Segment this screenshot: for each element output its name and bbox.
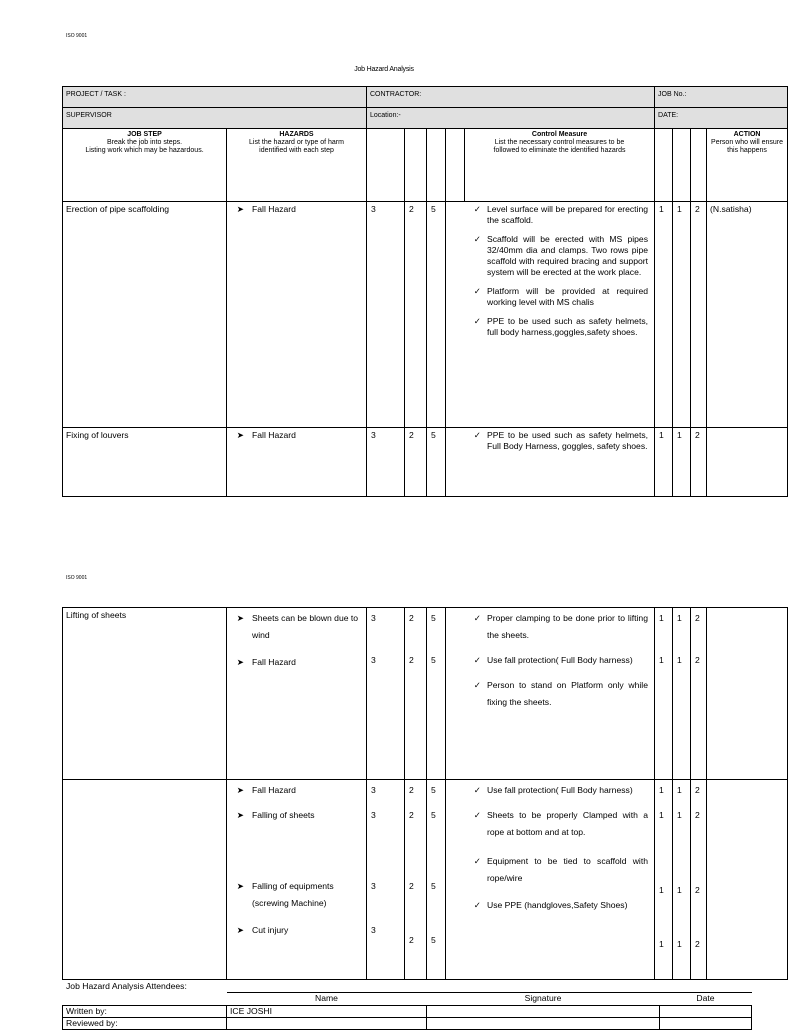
reviewed-by-label: Reviewed by: <box>63 1018 227 1030</box>
reviewed-by-date <box>660 1018 752 1030</box>
table-row <box>63 608 788 780</box>
rating-cell: 1 1 <box>655 608 673 780</box>
action-person <box>707 428 788 497</box>
attendees-title: Job Hazard Analysis Attendees: <box>66 981 187 991</box>
rating-cell: 3 3 <box>367 608 405 780</box>
check-icon: ✓ <box>473 286 481 296</box>
arrow-bullet-icon: ➤ <box>236 785 244 795</box>
reviewed-by-signature <box>427 1018 660 1030</box>
check-icon: ✓ <box>473 234 481 244</box>
arrow-bullet-icon: ➤ <box>236 925 244 935</box>
attendees-table <box>62 992 752 1030</box>
check-icon: ✓ <box>473 430 481 440</box>
hazard-cell: ➤ Sheets can be blown due to wind ➤ Fall Hazard <box>227 608 367 780</box>
table-row <box>63 428 788 497</box>
rating-cell: 3 <box>367 428 405 497</box>
check-icon: ✓ <box>473 810 481 820</box>
rating-cell: 5 5 5 5 <box>427 780 446 980</box>
rating-cell: 2 <box>691 428 707 497</box>
control-measures: ✓ Proper clamping to be done prior to lifting the sheets. ✓ Use fall protection( Full Body harness) ✓ Person to stand on Platform only while fixing the sheets. <box>446 608 655 780</box>
arrow-bullet-icon: ➤ <box>236 613 244 623</box>
rating-cell: 5 <box>427 202 446 428</box>
rating-cell: 1 <box>673 428 691 497</box>
check-icon: ✓ <box>473 680 481 690</box>
rating-cell: 2 2 <box>405 608 427 780</box>
check-icon: ✓ <box>473 900 481 910</box>
arrow-bullet-icon: ➤ <box>236 204 244 214</box>
table-row <box>63 202 788 428</box>
rating-cell: 3 3 3 3 <box>367 780 405 980</box>
hazard-cell: ➤ Fall Hazard <box>227 428 367 497</box>
rating-cell: 5 5 <box>427 608 446 780</box>
job-step-header: JOB STEP Break the job into steps. Listing work which may be hazardous. <box>63 129 227 202</box>
arrow-bullet-icon: ➤ <box>236 881 244 891</box>
arrow-bullet-icon: ➤ <box>236 430 244 440</box>
arrow-bullet-icon: ➤ <box>236 810 244 820</box>
control-measures: ✓ Level surface will be prepared for erecting the scaffold. ✓ Scaffold will be erected with MS pipes 32/40mm dia and clamps. Two rows pipe scaffold with required bracing and support system will be erected at the work place. ✓ Platform will be provided at required working level with MS chalis ✓ PPE to be used such as safety helmets, full body harness,goggles,safety shoes. <box>446 202 655 428</box>
rating-cell: 1 1 1 1 <box>673 780 691 980</box>
jha-table-page2 <box>62 607 788 980</box>
job-step: Fixing of louvers <box>63 428 227 497</box>
rating-cell: 1 1 <box>673 608 691 780</box>
rating-cell: 1 <box>673 202 691 428</box>
job-step: Lifting of sheets <box>63 608 227 780</box>
hazards-header: HAZARDS List the hazard or type of harm identified with each step <box>227 129 367 202</box>
supervisor-label: SUPERVISOR <box>63 108 367 129</box>
rating-cell: 2 2 2 2 <box>691 780 707 980</box>
check-icon: ✓ <box>473 613 481 623</box>
action-person: (N.satisha) <box>707 202 788 428</box>
jha-table-page1 <box>62 86 788 497</box>
written-by-signature <box>427 1006 660 1018</box>
signature-column-header: Signature <box>427 993 660 1006</box>
date-label: DATE: <box>655 108 788 129</box>
written-by-label: Written by: <box>63 1006 227 1018</box>
check-icon: ✓ <box>473 316 481 326</box>
rating-cell: 1 <box>655 202 673 428</box>
rating-cell: 3 <box>367 202 405 428</box>
rating-cell: 2 2 <box>691 608 707 780</box>
iso-label: ISO 9001 <box>66 33 88 39</box>
table-row <box>63 780 788 980</box>
check-icon: ✓ <box>473 856 481 866</box>
action-header: ACTION Person who will ensure this happens <box>707 129 788 202</box>
reviewed-by-name <box>227 1018 427 1030</box>
check-icon: ✓ <box>473 785 481 795</box>
check-icon: ✓ <box>473 655 481 665</box>
rating-cell: 2 2 2 2 <box>405 780 427 980</box>
control-measures: ✓ Use fall protection( Full Body harness) ✓ Sheets to be properly Clamped with a rope at bottom and at top. ✓ Equipment to be tied to scaffold with rope/wire ✓ Use PPE (handgloves,Safety Shoes) <box>446 780 655 980</box>
hazard-cell: ➤ Fall Hazard <box>227 202 367 428</box>
document-title: Job Hazard Analysis <box>354 66 414 73</box>
control-measures: ✓ PPE to be used such as safety helmets, Full Body Harness, goggles, safety shoes. <box>446 428 655 497</box>
job-no-label: JOB No.: <box>655 87 788 108</box>
contractor-label: CONTRACTOR: <box>367 87 655 108</box>
job-step: Erection of pipe scaffolding <box>63 202 227 428</box>
iso-label: ISO 9001 <box>66 575 88 581</box>
control-measure-header: Control Measure List the necessary control measures to be followed to eliminate the identified hazards <box>465 129 655 202</box>
location-label: Location:- <box>367 108 655 129</box>
project-task-label: PROJECT / TASK : <box>63 87 367 108</box>
rating-cell: 1 <box>655 428 673 497</box>
written-by-date <box>660 1006 752 1018</box>
written-by-name: ICE JOSHI <box>227 1006 427 1018</box>
rating-cell: 1 1 1 1 <box>655 780 673 980</box>
rating-cell: 2 <box>405 202 427 428</box>
check-icon: ✓ <box>473 204 481 214</box>
hazard-cell: ➤ Fall Hazard ➤ Falling of sheets ➤ Falling of equipments (screwing Machine) ➤ Cut injury <box>227 780 367 980</box>
rating-cell: 2 <box>691 202 707 428</box>
rating-cell: 2 <box>405 428 427 497</box>
date-column-header: Date <box>660 993 752 1006</box>
arrow-bullet-icon: ➤ <box>236 657 244 667</box>
rating-cell: 5 <box>427 428 446 497</box>
name-column-header: Name <box>227 993 427 1006</box>
